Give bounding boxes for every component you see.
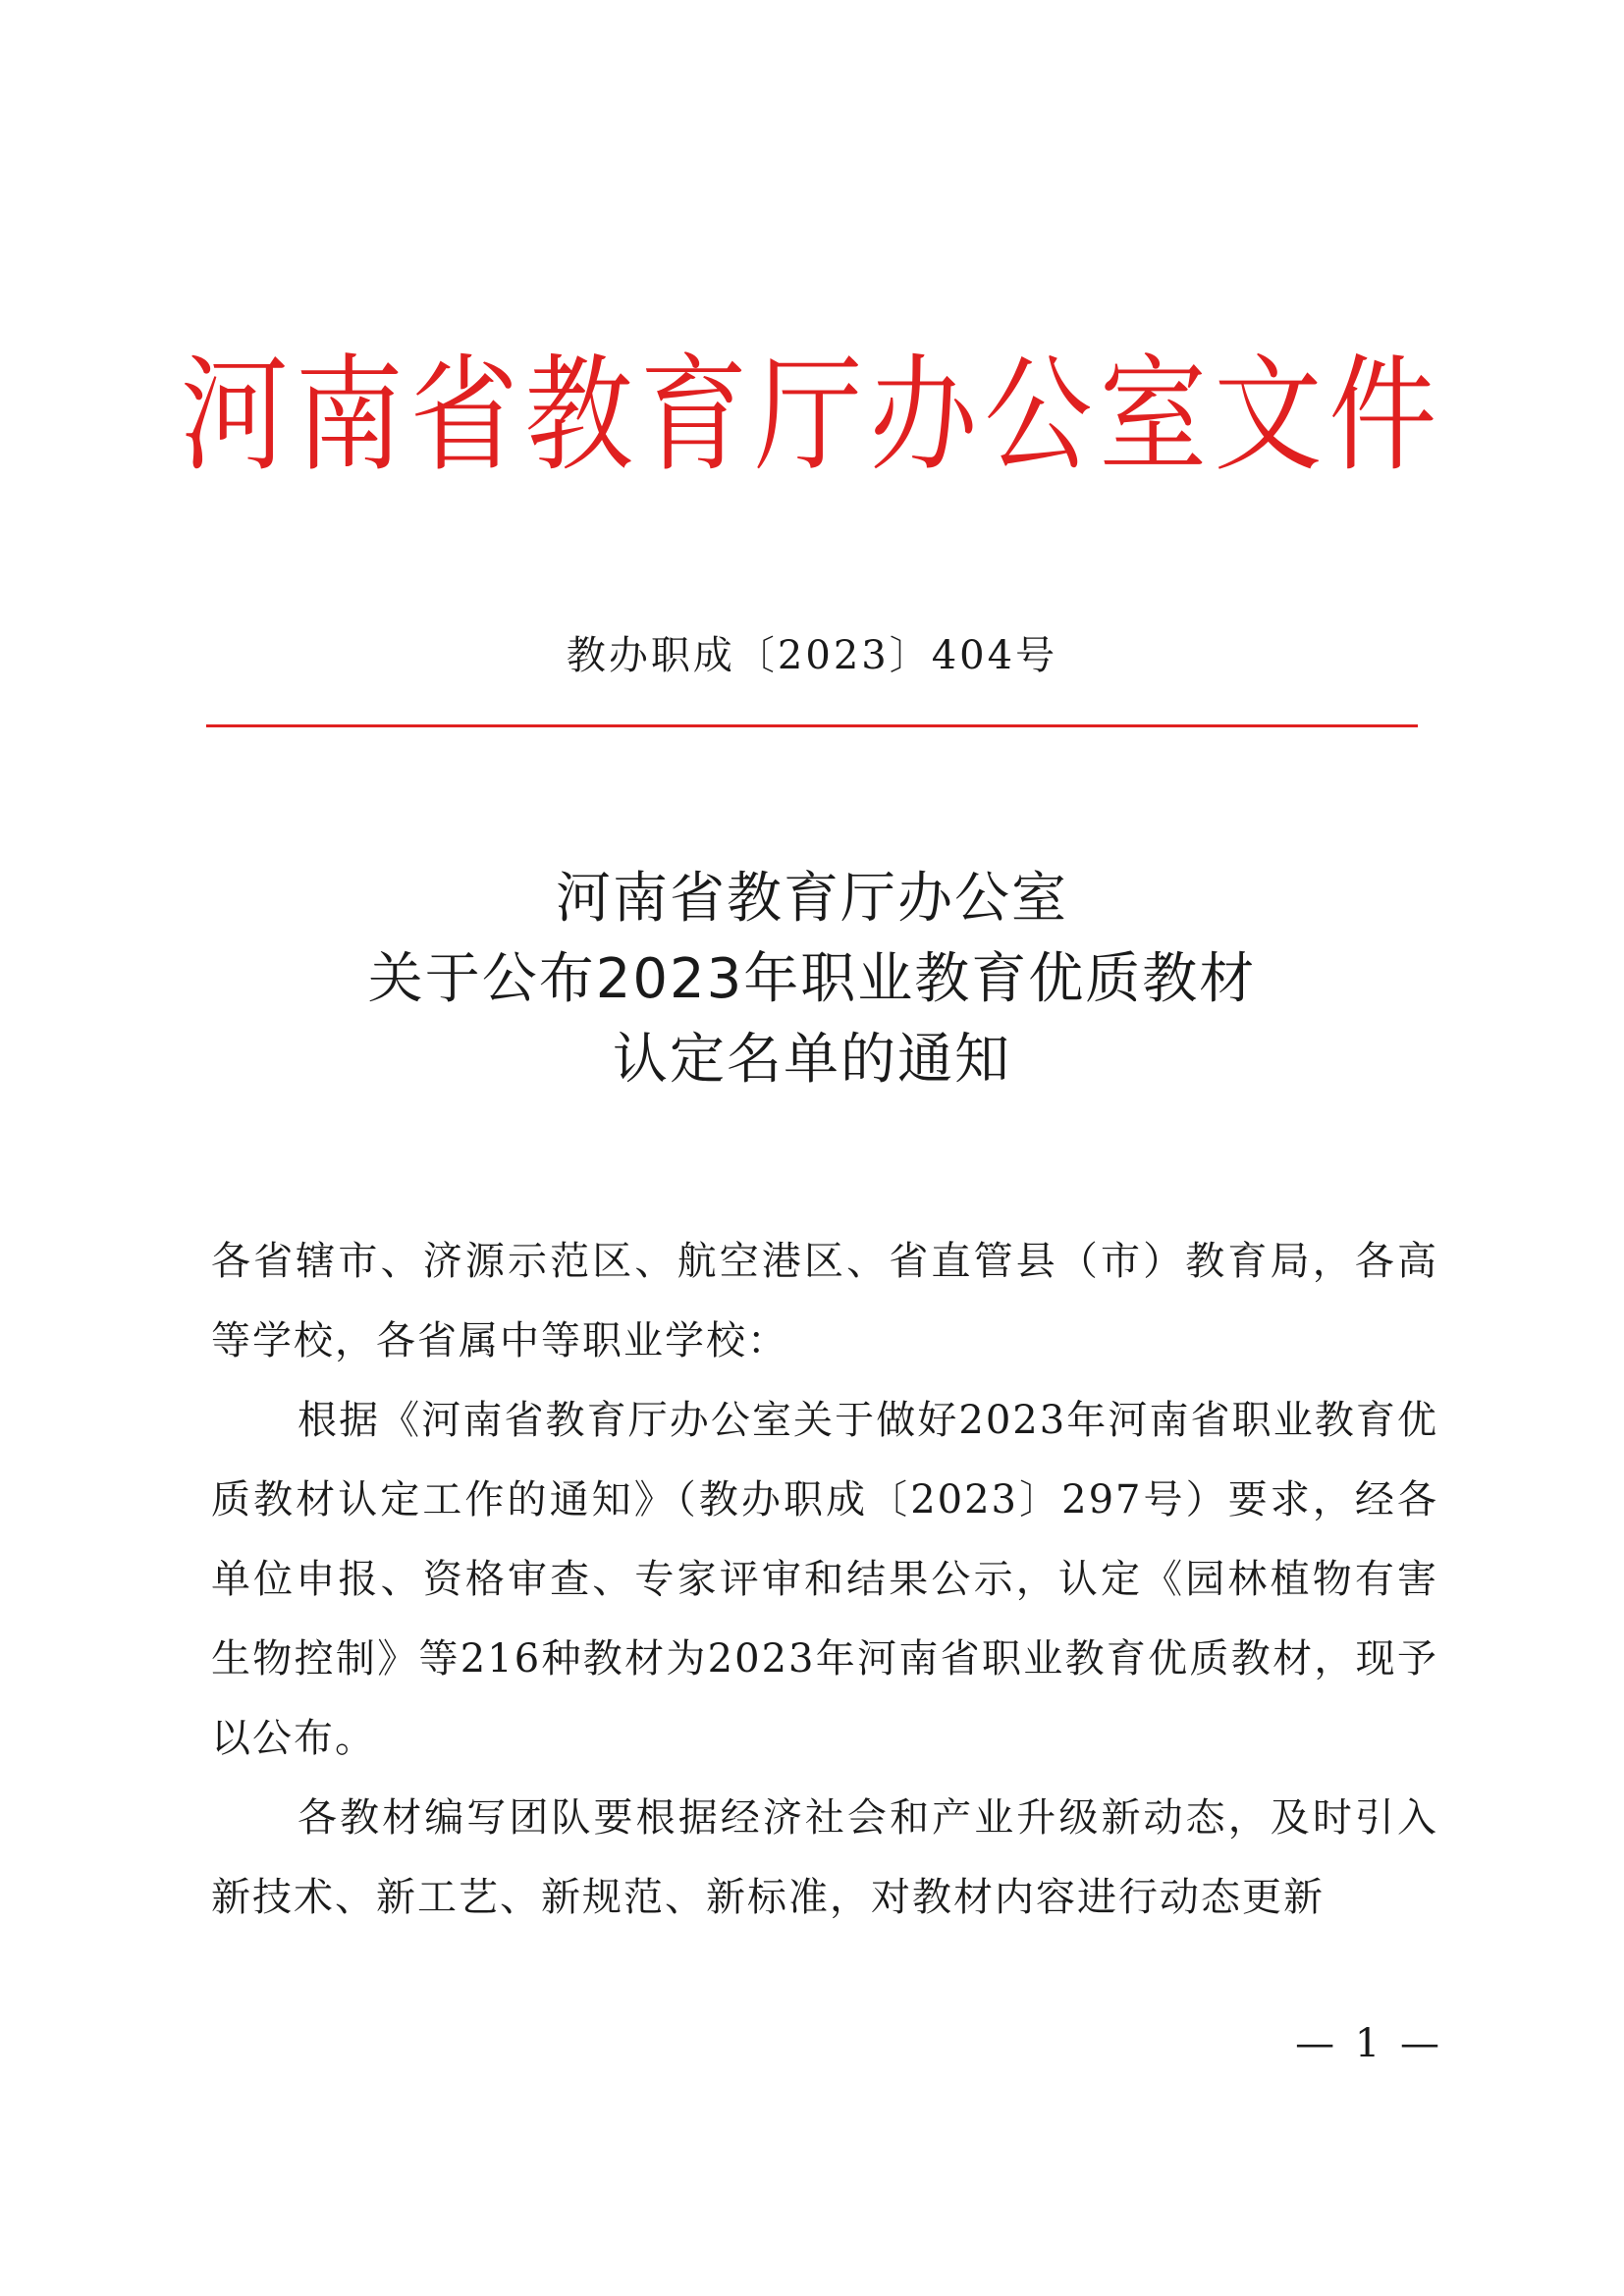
- title-line-2: 关于公布2023年职业教育优质教材: [367, 947, 1257, 1011]
- masthead-title: 河南省教育厅办公室文件: [180, 343, 1444, 489]
- red-separator-line: [206, 724, 1418, 727]
- body-paragraph-2: 各教材编写团队要根据经济社会和产业升级新动态，及时引入新技术、新工艺、新规范、新标准，对教材内容进行动态更新: [211, 1795, 1438, 1920]
- document-body: [211, 1222, 1438, 1938]
- document-title: [0, 859, 1624, 1100]
- salutation-paragraph: 各省辖市、济源示范区、航空港区、省直管县（市）教育局，各高等学校，各省属中等职业学校：: [211, 1239, 1438, 1363]
- title-line-1: 河南省教育厅办公室: [556, 867, 1068, 931]
- document-number: 教办职成〔2023〕404号: [566, 633, 1058, 678]
- title-line-3: 认定名单的通知: [613, 1028, 1011, 1092]
- body-paragraph-1: 根据《河南省教育厅办公室关于做好2023年河南省职业教育优质教材认定工作的通知》（教办职成〔2023〕297号）要求，经各单位申报、资格审查、专家评审和结果公示，认定《园林植物有害生物控制》等216种教材为2023年河南省职业教育优质教材，现予以公布。: [211, 1398, 1438, 1761]
- page-number: — 1 —: [1295, 2021, 1443, 2066]
